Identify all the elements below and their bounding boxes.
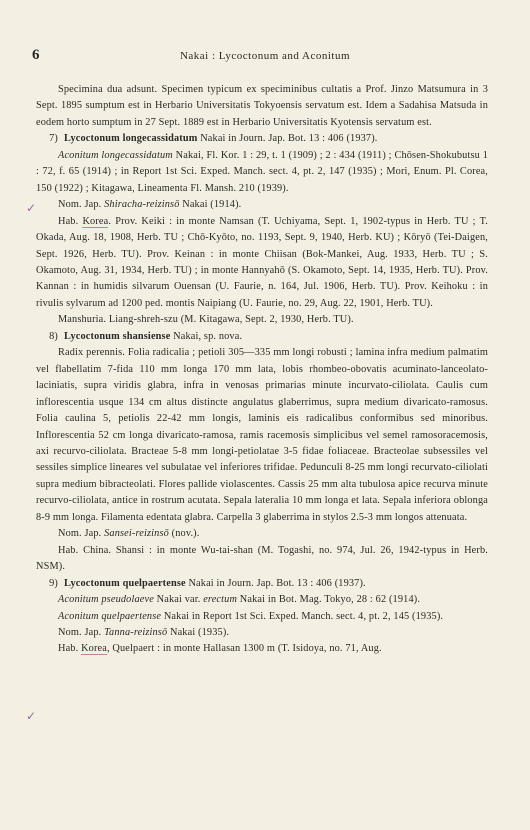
- habitat-9: [36, 641, 488, 657]
- manshuria-7: Manshuria. Liang-shreh-szu (M. Kitagawa, Sept. 2, 1930, Herb. TU).: [58, 314, 354, 326]
- synonym-text: Nakai var.: [153, 594, 204, 606]
- habitat-text: . Prov. Keiki : in monte Namsan (T. Uchiyama, Sept. 1, 1902-typus in Herb. TU ; T. Okada, Aug. 18, 1908, Herb. TU ; Chō-Kyōto, no. 1193, Sept. 9, 1940, Herb. KU) ; Kōryō (Tei-Daigen, Sept. 1926, Herb. TU). Prov. Keinan : in monte Chiisan (Bok-Mankei, Aug. 1933, Herb. TU ; S. Okamoto, Aug. 31, 1934, Herb. TU) ; in monte Hannyahō (S. Okamoto, Sept. 14, 1935, Herb. TU). Prov. Kannan : in humidis silvarum Ouensan (U. Faurie, n. 164, Jul. 1906, Herb. TU). Prov. Keihoku : in rivulis sylvarum ad 1200 ped. montis Naipiang (U. Faurie, no. 29, Aug. 22, 1901, Herb. TU).: [36, 215, 489, 309]
- citation: Nakai, sp. nova.: [170, 330, 243, 342]
- page-number: 6: [32, 47, 40, 63]
- synonym-9a: [36, 592, 488, 608]
- synonym-name: Aconitum longecassidatum: [58, 149, 173, 161]
- underlined-region: Korea: [81, 643, 107, 655]
- habitat-7: [36, 214, 488, 313]
- label: Nom. Jap.: [58, 626, 105, 638]
- synonym-7: [36, 148, 488, 197]
- japanese-name-7: [36, 197, 488, 213]
- species-entry-7: [36, 131, 488, 147]
- label: Nom. Jap.: [58, 199, 105, 211]
- handwritten-check-mark: ✓: [26, 201, 37, 215]
- habitat-8: Hab. China. Shansi : in monte Wu-tai-shan (M. Togashi, no. 974, Jul. 26, 1942-typus in Herb. NSM).: [36, 544, 488, 573]
- label: Hab.: [58, 643, 82, 655]
- species-name: Lycoctonum shansiense: [64, 330, 171, 342]
- japanese-name: Tanna-reizinsō: [104, 626, 168, 638]
- japanese-name: Sansei-reizinsō: [104, 528, 169, 540]
- synonym-citation: Nakai in Report 1st Sci. Exped. Manch. sect. 4, pt. 2, 145 (1935).: [161, 610, 444, 622]
- citation: Nakai in Journ. Jap. Bot. 13 : 406 (1937).: [197, 133, 378, 145]
- citation: (nov.).: [168, 528, 200, 540]
- running-title: Nakai : Lycoctonum and Aconitum: [179, 50, 351, 62]
- synonym-name: Aconitum pseudolaeve: [58, 594, 154, 606]
- habitat-text: , Quelpaert : in monte Hallasan 1300 m (T. Isidoya, no. 71, Aug.: [106, 643, 382, 655]
- page-body: [36, 82, 488, 658]
- synonym-name: Aconitum quelpaertense: [58, 610, 162, 622]
- synonym-9b: [36, 609, 488, 625]
- entry-number: 9): [49, 577, 58, 589]
- japanese-name-9: [36, 625, 488, 641]
- citation: Nakai in Journ. Jap. Bot. 13 : 406 (1937).: [185, 577, 366, 589]
- paragraph-specimina: Specimina dua adsunt. Specimen typicum ex speciminibus cultatis a Prof. Jinzo Matsumura in 3 Sept. 1895 sumptum est in Herbario Universitatis Tokyoensis servatum est. Idem a Sadahisa Matsuda in eodem horto sumptum in 27 Sept. 1889 est in Herbario Universitatis Kyotensis servatum est.: [36, 84, 488, 128]
- label: Hab.: [58, 215, 83, 227]
- species-entry-8: [36, 329, 488, 345]
- japanese-name-8: [36, 526, 488, 542]
- synonym-citation: Nakai, Fl. Kor. 1 : 29, t. 1 (1909) ; 2 : 434 (1911) ; Chōsen-Shokubutsu 1 : 72, f. 65 (1914) ; in Report 1st Sci. Exped. Manch. sect. 4, pt. 2, 147 (1935) ; Mori, Enum. Pl. Corea, 150 (1922) ; Kitagawa, Lineamenta Fl. Mansh. 210 (1939).: [36, 149, 488, 194]
- entry-number: 8): [49, 330, 58, 342]
- species-name: Lycoctonum longecassidatum: [64, 133, 198, 145]
- variety-name: erectum: [203, 594, 238, 606]
- description-8: Radix perennis. Folia radicalia ; petioli 305—335 mm longi robusti ; lamina infra medium palmatim vel flabellatim 7-fida 110 mm longa 170 mm lata, lobis rhombeo-obovatis acuminato-lanceolato-laciniatis, supra viridis glabra, infra in venosas primarias minute incurvato-ciliolata. Caulis cum inflorescentia usque 134 cm altus distincte angulatus glaberrimus, supra medium divaricato-ramosus. Folia caulina 5, petiolis 22-42 mm longis, laminis eis radicalibus conformibus sed minoribus. Inflorescentia 52 cm longa divaricato-ramosa, ramis racemosis simplicibus vel semel ramosoracemosis, axi recurvo-ciliolata. Bracteae 5-8 mm longi-petiolatae 3-5 fidae foliaceae. Bracteolae subsessiles vel sessiles simplice lineares vel subulatae vel inferiores trifidae. Pedunculi 8-25 mm longi recurvato-ciliolati supra medium bibracteolati. Flores pallide violascentes. Cassis 25 mm alta tubulosa apice recurva minute recurvo-ciliolata, antice in rostrum acutata. Sepala lateralia 10 mm longa et lata. Sepala inferiora oblonga 8-9 mm longa. Filamenta edentata glabra. Carpella 3 glaberrima in stylos 2.5-3 mm longos attenuata.: [36, 347, 488, 523]
- japanese-name: Shiracha-reizinsō: [104, 199, 180, 211]
- citation: Nakai (1935).: [167, 626, 230, 638]
- entry-number: 7): [49, 133, 58, 145]
- handwritten-check-mark: ✓: [26, 709, 37, 723]
- species-name: Lycoctonum quelpaertense: [64, 577, 186, 589]
- citation: Nakai (1914).: [179, 199, 242, 211]
- species-entry-9: [36, 576, 488, 592]
- underlined-region: Korea: [82, 215, 109, 227]
- label: Nom. Jap.: [58, 528, 105, 540]
- synonym-citation: Nakai in Bot. Mag. Tokyo, 28 : 62 (1914).: [237, 594, 421, 606]
